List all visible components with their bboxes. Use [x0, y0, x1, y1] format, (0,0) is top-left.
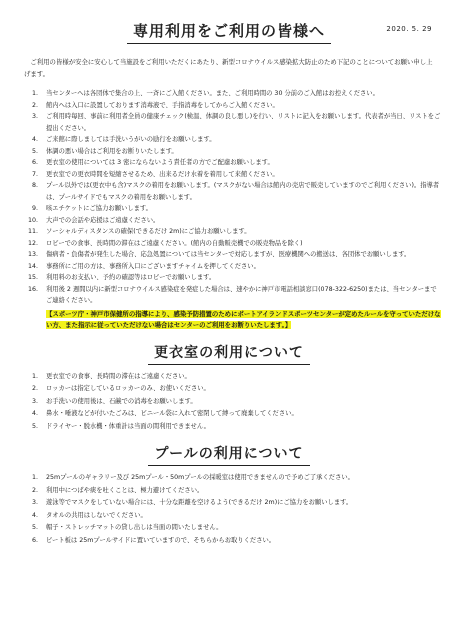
rule-item-text: 更衣室の使用については 3 密にならないよう責任者の方でご配慮お願いします。: [46, 159, 274, 166]
pool-rule-item-text: ビート板は 25mプールサイドに置いていますので、そちらからお取りください。: [46, 536, 276, 544]
rule-item-text: プール以外では(更衣中も含)マスクの着用をお願いします。(マスクがない場合は館内の売店で販売していますのでご利用ください)。指導者は、プールサイドでもマスクの着用をお願いします。: [46, 182, 440, 201]
locker-rule-item-number: 1.: [31, 372, 38, 380]
pool-rule-item: [16, 472, 442, 485]
rule-item-number: 3.: [31, 113, 38, 120]
pool-rule-item-text: 利用中につばや痰を吐くことは、極力避けてください。: [46, 486, 204, 494]
pool-rule-item-number: 4.: [31, 511, 38, 519]
rule-item-number: 16.: [27, 285, 38, 293]
pool-section-header: [16, 443, 442, 466]
locker-rule-item: [16, 371, 442, 384]
rule-item: [16, 249, 442, 261]
locker-rule-item-number: 2.: [31, 385, 38, 392]
rule-item: [16, 100, 442, 112]
rules-list: [16, 88, 442, 307]
pool-section-title: プールの利用について: [148, 443, 309, 466]
rule-item: [16, 111, 442, 134]
rule-item-number: 8.: [31, 182, 38, 189]
rule-item-number: 11.: [27, 228, 38, 235]
rule-item: [16, 215, 442, 227]
pool-rule-item: [16, 510, 442, 523]
locker-rule-item-text: ロッカーは指定しているロッカーのみ、お使いください。: [46, 385, 210, 392]
rule-item: [16, 146, 442, 158]
document-title: 専用利用をご利用の皆様へ: [127, 20, 331, 44]
rule-item-number: 13.: [27, 251, 38, 258]
intro-paragraph: ご利用の皆様が安全に安心して当施設をご利用いただくにあたり、新型コロナウイルス感染拡大防止のため下記のことについてお願い申し上げます。: [24, 58, 433, 78]
locker-rule-item: [16, 383, 442, 396]
pool-rule-item-text: 25mプールのギャラリー及び 25mプール・50mプールの採暖室は使用できませんので予めご了承ください。: [46, 474, 354, 481]
pool-rule-item: [16, 497, 442, 510]
locker-rule-item: [16, 421, 442, 434]
rule-item-number: 1.: [31, 90, 38, 97]
rule-item: [16, 226, 442, 238]
locker-rule-item-number: 4.: [31, 410, 38, 417]
locker-rule-item: [16, 408, 442, 421]
rule-item-number: 9.: [31, 205, 38, 212]
locker-rule-item-number: 5.: [31, 422, 38, 430]
rule-item: [16, 134, 442, 146]
rule-item-text: ご利用時毎回、事前に利用者全員の健康チェック(検温、体調の良し悪し)を行い、リストに記入をお願いします。代表者が当日、リストをご提出ください。: [46, 113, 441, 132]
rule-item-text: 館内へは入口に設置しております消毒液で、手指消毒をしてからご入館ください。: [46, 101, 279, 109]
rule-item: [16, 238, 442, 250]
document-date: 2020. 5. 29: [386, 25, 432, 33]
rule-item-text: ご来館に際しましては手洗いうがいの励行をお願いします。: [46, 136, 216, 143]
rule-item-text: 利用後 2 週間以内に新型コロナウイルス感染症を発症した場合は、速やかに神戸市電話相談窓口(078-322-6250)または、当センターまでご連絡ください。: [46, 285, 437, 304]
locker-section-title: 更衣室の利用について: [148, 342, 310, 365]
warning-notice-text: 【スポーツ庁・神戸市保健所の指導により、感染予防措置のためにポートアイランドスポーツセンターが定めたルールを守っていただけない方、また指示に従っていただけない場合はセンターのご利用をお断りいたします。】: [46, 309, 441, 329]
pool-rule-item: [16, 535, 442, 548]
rule-item-number: 5.: [31, 147, 38, 155]
locker-rule-item: [16, 396, 442, 409]
warning-notice: [46, 309, 442, 332]
rule-item: [16, 203, 442, 215]
locker-rule-item-number: 3.: [31, 397, 38, 405]
rule-item-text: ソーシャルディスタンスの確保(できるだけ 2m)にご協力お願いします。: [46, 228, 251, 235]
notice-document: [0, 20, 458, 618]
rule-item-text: 利用料のお支払い、予約の確認等はロビーでお願いします。: [46, 274, 216, 281]
rule-item: [16, 180, 442, 203]
rule-item-text: 咳エチケットにご協力お願いします。: [46, 205, 152, 212]
locker-rule-item-text: お手洗いの使用後は、石鹸での消毒をお願いします。: [46, 397, 197, 405]
rule-item-number: 7.: [31, 170, 38, 178]
rule-item: [16, 261, 442, 273]
rule-item-number: 12.: [27, 239, 38, 247]
rule-item-text: 大声での会話や応援はご遠慮ください。: [46, 216, 160, 224]
pool-rule-item-number: 6.: [31, 536, 38, 544]
rule-item: [16, 157, 442, 169]
rule-item: [16, 88, 442, 100]
pool-rule-item: [16, 522, 442, 535]
rule-item-text: 当センターへは各団体で集合の上、一斉にご入館ください。また、ご利用時間の 30 分前のご入館はお控えください。: [46, 90, 379, 97]
pool-rule-item: [16, 485, 442, 498]
rule-item-number: 2.: [31, 101, 38, 109]
pool-rule-item-text: 遊泳等でマスクをしていない場合には、十分な距離を空けるよう(できるだけ 2m)にご協力をお願いします。: [46, 499, 353, 506]
rule-item-text: 体調の悪い場合はご利用をお断りいたします。: [46, 147, 178, 155]
rule-item: [16, 169, 442, 181]
pool-rules-list: [16, 472, 442, 547]
pool-rule-item-number: 2.: [31, 486, 38, 494]
rule-item-number: 10.: [27, 216, 38, 224]
rule-item-number: 15.: [27, 274, 38, 281]
locker-section-header: [16, 342, 442, 365]
rule-item: [16, 272, 442, 284]
rule-item-text: 傷病者・負傷者が発生した場合、応急処置については当センターで対応しますが、医療機関への搬送は、各団体でお願いします。: [46, 251, 411, 258]
pool-rule-item-text: 帽子・ストレッチマットの貸し出しは当面の間いたしません。: [46, 524, 223, 531]
locker-rule-item-text: ドライヤー・脱水機・体重計は当面の間利用できません。: [46, 422, 210, 430]
pool-rule-item-number: 1.: [31, 474, 38, 481]
rule-item-number: 6.: [31, 159, 38, 166]
pool-rule-item-number: 5.: [31, 524, 38, 531]
rule-item-number: 14.: [27, 262, 38, 270]
rule-item-text: 更衣室での更衣時間を短縮させるため、出来るだけ水着を着用して来館ください。: [46, 170, 279, 178]
locker-rules-list: [16, 371, 442, 434]
locker-rule-item-text: 更衣室での食事、長時間の滞在はご遠慮ください。: [46, 372, 191, 380]
pool-rule-item-number: 3.: [31, 499, 38, 506]
rule-item-text: ロビーでの食事、長時間の滞在はご遠慮ください。(館内の自動販売機での販売物品を除く): [46, 239, 303, 247]
title-wrapper: [16, 20, 442, 44]
rule-item-text: 事務所にご用の方は、事務所入口にございますチャイムを押してください。: [46, 262, 260, 270]
rule-item-number: 4.: [31, 136, 38, 143]
rule-item: [16, 284, 442, 307]
pool-rule-item-text: タオルの共用はしないでください。: [46, 511, 147, 519]
locker-rule-item-text: 鼻水・唾液などが付いたごみは、ビニール袋に入れて密閉して縛って廃棄してください。: [46, 410, 298, 417]
